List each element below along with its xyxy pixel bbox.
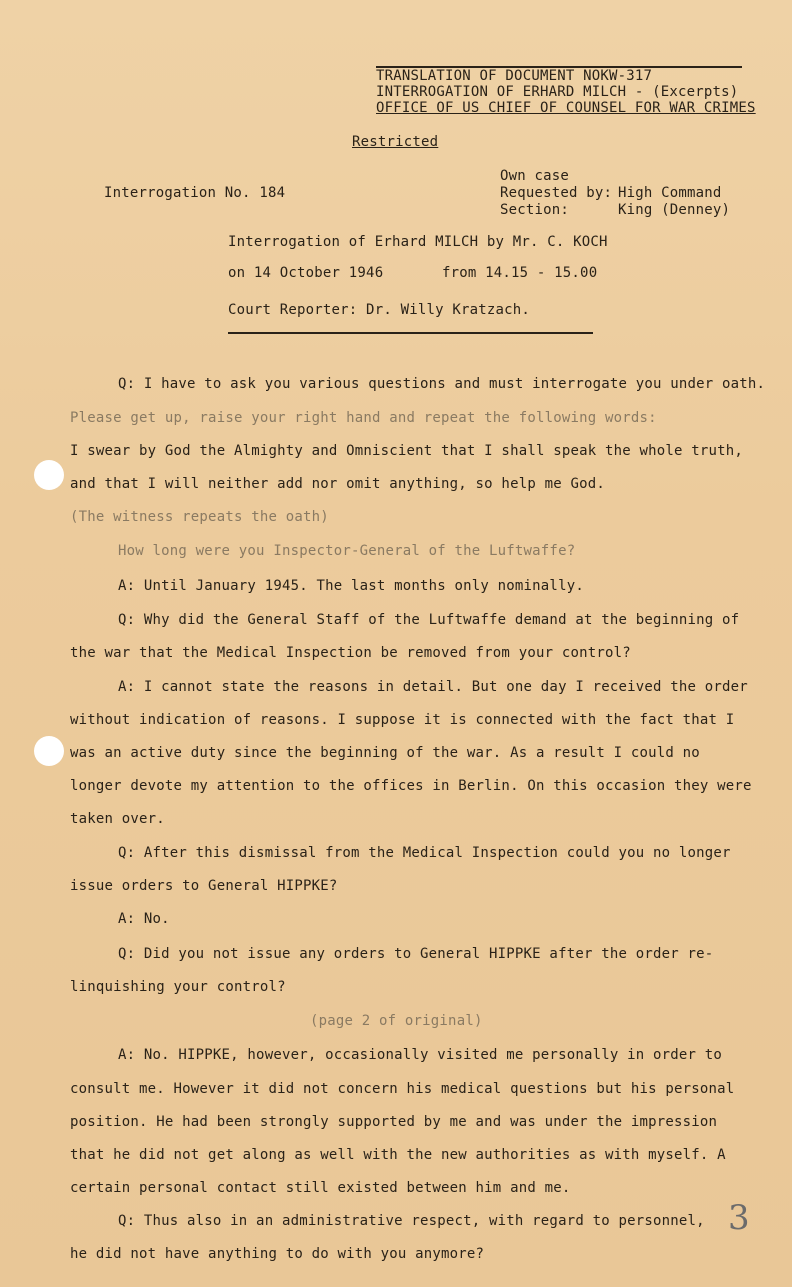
requested-by-label: Requested by: (500, 185, 613, 201)
transcript-line: position. He had been strongly supported by me and was under the impression (70, 1114, 718, 1130)
transcript-line: the war that the Medical Inspection be removed from your control? (70, 645, 631, 661)
transcript-line: A: I cannot state the reasons in detail. But one day I received the order (118, 679, 748, 695)
transcript-line: A: No. HIPPKE, however, occasionally visited me personally in order to (118, 1047, 723, 1063)
transcript-line: I swear by God the Almighty and Omniscient that I shall speak the whole truth, (70, 443, 744, 459)
transcript-line: linquishing your control? (70, 979, 286, 995)
section-value: King (Denney) (618, 202, 731, 218)
interrogation-number: Interrogation No. 184 (104, 185, 286, 201)
section-label: Section: (500, 202, 570, 218)
session-date: on 14 October 1946 (228, 265, 384, 281)
transcript-line: he did not have anything to do with you anymore? (70, 1246, 485, 1262)
header-line-1: TRANSLATION OF DOCUMENT NOKW-317 (376, 68, 653, 84)
punch-hole-top (34, 460, 64, 490)
header-line-3: OFFICE OF US CHIEF OF COUNSEL FOR WAR CRIMES (376, 100, 756, 116)
page-marker: (page 2 of original) (310, 1013, 483, 1029)
session-time: from 14.15 - 15.00 (442, 265, 598, 281)
transcript-line: issue orders to General HIPPKE? (70, 878, 338, 894)
transcript-line: Q: Thus also in an administrative respect, with regard to personnel, (118, 1213, 705, 1229)
transcript-line: consult me. However it did not concern his medical questions but his personal (70, 1081, 735, 1097)
transcript-line: longer devote my attention to the offices in Berlin. On this occasion they were (70, 778, 752, 794)
punch-hole-middle (34, 736, 64, 766)
transcript-line: A: No. (118, 911, 170, 927)
transcript-line: taken over. (70, 811, 165, 827)
transcript-line: certain personal contact still existed between him and me. (70, 1180, 571, 1196)
header-line-2: INTERROGATION OF ERHARD MILCH - (Excerpts) (376, 84, 739, 100)
own-case-label: Own case (500, 168, 570, 184)
requested-by-value: High Command (618, 185, 722, 201)
transcript-line: Q: After this dismissal from the Medical Inspection could you no longer (118, 845, 731, 861)
transcript-line: Q: Did you not issue any orders to General HIPPKE after the order re- (118, 946, 714, 962)
transcript-line: Q: Why did the General Staff of the Luftwaffe demand at the beginning of (118, 612, 740, 628)
handwritten-page-number: 3 (728, 1198, 750, 1238)
classification-label: Restricted (352, 134, 439, 150)
transcript-line: Q: I have to ask you various questions and must interrogate you under oath. (118, 376, 766, 392)
transcript-line: (The witness repeats the oath) (70, 509, 329, 525)
transcript-line: was an active duty since the beginning of the war. As a result I could no (70, 745, 700, 761)
session-divider (228, 332, 593, 334)
transcript-line: How long were you Inspector-General of the Luftwaffe? (118, 543, 576, 559)
transcript-line: Please get up, raise your right hand and repeat the following words: (70, 410, 657, 426)
session-title: Interrogation of Erhard MILCH by Mr. C. KOCH (228, 234, 608, 250)
transcript-line: that he did not get along as well with the new authorities as with myself. A (70, 1147, 726, 1163)
transcript-line: without indication of reasons. I suppose it is connected with the fact that I (70, 712, 735, 728)
transcript-line: and that I will neither add nor omit anything, so help me God. (70, 476, 605, 492)
transcript-line: A: Until January 1945. The last months only nominally. (118, 578, 584, 594)
court-reporter: Court Reporter: Dr. Willy Kratzach. (228, 302, 531, 318)
